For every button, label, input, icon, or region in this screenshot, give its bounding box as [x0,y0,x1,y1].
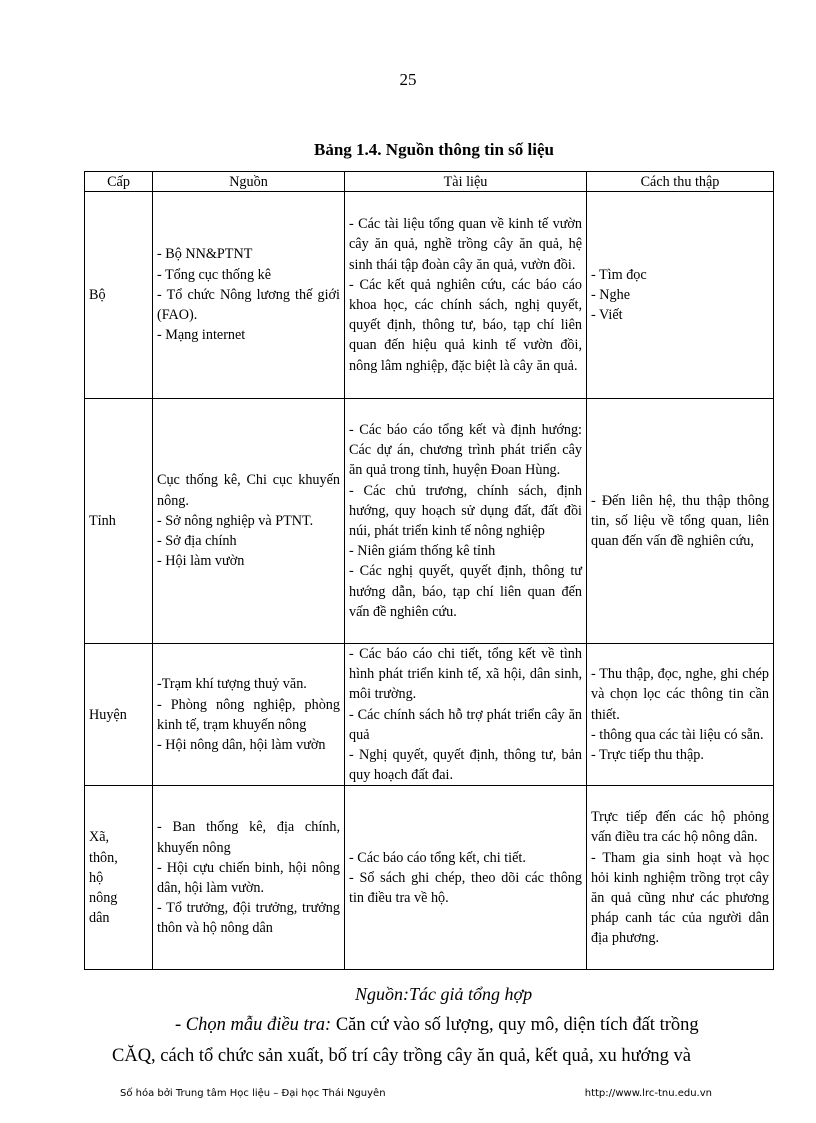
document-item: - Các kết quả nghiên cứu, các báo cáo khoa học, các chính sách, nghị quyết, quyết định, thông tư, báo, tạp chí liên quan đến hiệu quả kinh tế vườn đồi, nông lâm nghiệp, đặc biệt là cây ăn quả. [349,276,582,374]
method-item: - thông qua các tài liệu có sẵn. [591,726,764,743]
document-item: - Nghị quyết, quyết định, thông tư, bản quy hoạch đất đai. [349,747,582,784]
table-row [85,644,774,786]
method-item: - Đến liên hệ, thu thập thông tin, số liệu về tổng quan, liên quan đến vấn đề nghiên cứu, [591,492,769,550]
cell-documents [345,786,587,970]
source-item: - Tổng cục thống kê [157,266,271,283]
level-line: Xã, [89,829,110,846]
table-row [85,786,774,970]
table-source-note: Nguồn:Tác giả tổng hợp [355,984,533,1004]
cell-methods [587,644,774,786]
cell-sources [153,786,345,970]
cell-methods [587,399,774,644]
source-item: - Sở địa chính [157,533,237,550]
level-line: dân [89,910,110,927]
paragraph-line-1 [175,1015,742,1036]
cell-documents [345,399,587,644]
level-line: nông [89,890,118,907]
page-number: 25 [399,70,417,89]
cell-sources [153,192,345,399]
document-item: - Sổ sách ghi chép, theo dõi các thông tin điều tra về hộ. [349,869,582,907]
source-item: - Hội làm vườn [157,553,245,570]
table-title: Bảng 1.4. Nguồn thông tin số liệu [314,140,554,159]
table-header-row [85,172,774,192]
source-item: - Sở nông nghiệp và PTNT. [157,512,314,529]
table-row [85,192,774,399]
cell-documents [345,192,587,399]
cell-sources [153,399,345,644]
document-item: - Các nghị quyết, quyết định, thông tư hướng dẫn, báo, tạp chí liên quan đến vấn đề nghiên cứu. [349,563,582,620]
footer-url: http://www.lrc-tnu.edu.vn [584,1088,712,1099]
method-item: - Nghe [591,286,631,303]
source-item: - Phòng nông nghiệp, phòng kinh tế, trạm khuyến nông [157,696,340,733]
cell-level: Tỉnh [85,399,153,644]
source-item: - Hội cựu chiến binh, hội nông dân, hội làm vườn. [157,859,340,896]
source-item: -Trạm khí tượng thuỷ văn. [157,676,307,693]
document-item: - Các báo cáo chi tiết, tổng kết về tình hình phát triển kinh tế, xã hội, dân sinh, môi trường. [349,646,582,703]
footer-credit: Số hóa bởi Trung tâm Học liệu – Đại học Thái Nguyên [120,1088,386,1099]
document-item: - Niên giám thống kê tỉnh [349,543,496,560]
source-item: - Hội nông dân, hội làm vườn [157,736,326,753]
paragraph-lead: - Chọn mẫu điều tra: [175,1015,332,1035]
cell-documents [345,644,587,786]
header-source: Nguồn [153,172,345,192]
cell-methods [587,786,774,970]
cell-sources [153,644,345,786]
method-item: - Tìm đọc [591,266,647,283]
method-item: - Tham gia sinh hoạt và học hỏi kinh nghiệm trồng trọt cây ăn quả cũng như các phương pháp canh tác của người dân địa phương. [591,849,769,947]
header-method: Cách thu thập [587,172,774,192]
document-item: - Các chính sách hỗ trợ phát triển cây ăn quả [349,706,582,743]
paragraph-line-2: CĂQ, cách tổ chức sản xuất, bố trí cây trồng cây ăn quả, kết quả, xu hướng và [112,1046,692,1066]
source-item: - Bộ NN&PTNT [157,246,253,263]
source-item: - Tổ chức Nông lương thế giới (FAO). [157,286,340,324]
method-item: - Viết [591,307,623,324]
level-line: hộ [89,869,104,886]
method-item: - Thu thập, đọc, nghe, ghi chép và chọn lọc các thông tin cần thiết. [591,666,769,723]
document-item: - Các tài liệu tổng quan về kinh tế vườn cây ăn quả, nghề trồng cây ăn quả, hệ sinh thái tập đoàn cây ăn quả, vườn đồi. [349,216,582,273]
source-item: - Tổ trưởng, đội trưởng, trưởng thôn và hộ nông dân [157,900,340,937]
cell-level: Bộ [85,192,153,399]
document-item: - Các báo cáo tổng kết, chi tiết. [349,849,526,866]
header-level: Cấp [85,172,153,192]
source-item: Cục thống kê, Chi cục khuyến nông. [157,472,340,509]
table-row [85,399,774,644]
cell-level [85,786,153,970]
source-item: - Ban thống kê, địa chính, khuyến nông [157,819,340,856]
header-documents: Tài liệu [345,172,587,192]
source-item: - Mạng internet [157,327,246,344]
method-item: - Trực tiếp thu thập. [591,747,704,764]
document-item: - Các báo cáo tổng kết và định hướng: Các dự án, chương trình phát triển cây ăn quả trong tỉnh, huyện Đoan Hùng. [349,421,582,479]
cell-level: Huyện [85,644,153,786]
paragraph-text: Căn cứ vào số lượng, quy mô, diện tích đất trồng [331,1015,699,1035]
method-item: Trực tiếp đến các hộ phỏng vấn điều tra các hộ nông dân. [591,809,769,846]
cell-methods [587,192,774,399]
level-line: thôn, [89,849,118,866]
document-item: - Các chủ trương, chính sách, định hướng, quy hoạch sử dụng đất, đất đồi núi, phát triển kinh tế nông nghiệp [349,482,582,539]
data-sources-table [84,171,774,970]
